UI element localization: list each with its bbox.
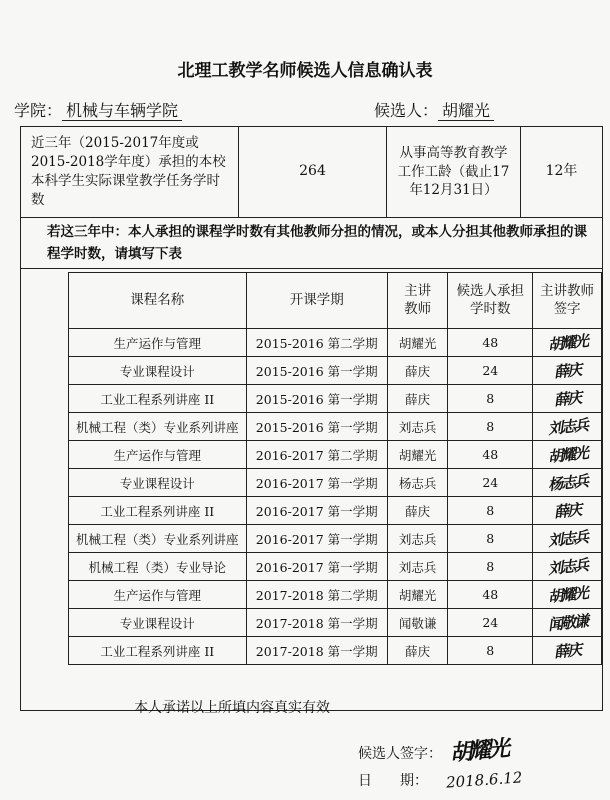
table-row [69, 553, 602, 581]
handwritten-signature: 刘志兵 [546, 416, 588, 438]
candidate-label: 候选人： [374, 101, 439, 120]
course-name-cell: 机械工程（类）专业系列讲座 [69, 413, 247, 441]
candidate-hours-cell: 8 [448, 553, 533, 581]
teaching-hours-label [21, 127, 239, 217]
teacher-signature-cell [533, 525, 602, 553]
date-value: 2018.6.12 [445, 768, 523, 792]
course-name-cell: 机械工程（类）专业导论 [69, 553, 247, 581]
header-teacher-signature-text: 主讲教师签字 [540, 282, 595, 317]
college-label: 学院： [14, 101, 63, 120]
lead-teacher-cell: 薛庆 [387, 385, 448, 413]
teacher-signature-cell [533, 497, 602, 525]
table-row [69, 413, 602, 441]
term-cell: 2015-2016 第一学期 [246, 385, 387, 413]
term-cell: 2016-2017 第一学期 [246, 469, 387, 497]
teacher-signature-cell [533, 581, 602, 609]
course-name-cell: 机械工程（类）专业系列讲座 [69, 525, 247, 553]
course-name-cell: 工业工程系列讲座 II [69, 637, 247, 665]
candidate-hours-cell: 24 [448, 357, 533, 385]
candidate-value: 胡耀光 [438, 101, 494, 121]
course-name-cell: 工业工程系列讲座 II [69, 385, 247, 413]
candidate-signature: 胡耀光 [448, 735, 509, 767]
table-row [69, 609, 602, 637]
table-row [69, 441, 602, 469]
candidate-signature-row [358, 735, 522, 767]
header-candidate-hours [448, 273, 533, 329]
course-name-cell: 生产运作与管理 [69, 581, 247, 609]
header-lead-teacher [387, 273, 448, 329]
commitment-statement: 本人承诺以上所填内容真实有效 [134, 700, 330, 716]
course-name-cell: 生产运作与管理 [69, 441, 247, 469]
handwritten-signature: 杨志兵 [546, 472, 588, 494]
candidate-hours-cell: 8 [448, 413, 533, 441]
term-cell: 2016-2017 第一学期 [246, 525, 387, 553]
table-row [69, 329, 602, 357]
table-row [69, 357, 602, 385]
lead-teacher-cell: 杨志兵 [387, 469, 448, 497]
lead-teacher-cell: 胡耀光 [387, 441, 448, 469]
lead-teacher-cell: 闻敬谦 [387, 609, 448, 637]
teacher-signature-cell [533, 553, 602, 581]
header-lead-teacher-text: 主讲教师 [404, 282, 432, 317]
candidate-hours-cell: 8 [448, 637, 533, 665]
header-course-name: 课程名称 [69, 273, 247, 329]
candidate-hours-cell: 48 [448, 329, 533, 357]
signature-block [358, 735, 523, 794]
service-years-label: 从事高等教育教学工作工龄（截止17年12月31日） [387, 127, 521, 217]
header-teacher-signature [533, 273, 602, 329]
candidate-hours-cell: 8 [448, 525, 533, 553]
info-form [20, 126, 603, 711]
table-row [69, 637, 602, 665]
teacher-signature-cell [533, 637, 602, 665]
college-field [14, 98, 182, 121]
table-row [69, 525, 602, 553]
handwritten-signature: 胡耀光 [546, 584, 588, 606]
term-cell: 2017-2018 第二学期 [246, 581, 387, 609]
teacher-signature-cell [533, 469, 602, 497]
term-cell: 2015-2016 第一学期 [246, 413, 387, 441]
term-cell: 2017-2018 第一学期 [246, 609, 387, 637]
table-header-row [69, 273, 602, 329]
term-cell: 2016-2017 第一学期 [246, 497, 387, 525]
candidate-hours-cell: 24 [448, 469, 533, 497]
teacher-signature-cell [533, 609, 602, 637]
table-row [69, 469, 602, 497]
teacher-signature-cell [533, 385, 602, 413]
course-table [68, 272, 602, 665]
table-row [69, 497, 602, 525]
handwritten-signature: 薛庆 [553, 360, 581, 382]
table-row [69, 581, 602, 609]
term-cell: 2016-2017 第二学期 [246, 441, 387, 469]
page-title: 北理工教学名师候选人信息确认表 [177, 61, 433, 81]
teacher-signature-cell [533, 357, 602, 385]
handwritten-signature: 薛庆 [553, 500, 581, 522]
candidate-hours-cell: 8 [448, 385, 533, 413]
hours-row [21, 127, 602, 218]
handwritten-signature: 刘志兵 [546, 556, 588, 578]
college-value: 机械与车辆学院 [62, 101, 182, 121]
handwritten-signature: 胡耀光 [546, 332, 588, 354]
candidate-hours-cell: 8 [448, 497, 533, 525]
table-row [69, 385, 602, 413]
date-row [358, 767, 522, 794]
course-name-cell: 专业课程设计 [69, 609, 247, 637]
lead-teacher-cell: 胡耀光 [387, 581, 448, 609]
handwritten-signature: 薛庆 [553, 640, 581, 662]
term-cell: 2017-2018 第一学期 [246, 637, 387, 665]
candidate-field [374, 98, 494, 121]
term-cell: 2016-2017 第一学期 [246, 553, 387, 581]
lead-teacher-cell: 薛庆 [387, 357, 448, 385]
lead-teacher-cell: 胡耀光 [387, 329, 448, 357]
service-years-value: 12年 [545, 163, 578, 180]
teaching-hours-label-text: 近三年（2015-2017年度或2015-2018学年度）承担的本校本科学生实际课堂教学任务学时数 [31, 135, 226, 208]
header-candidate-hours-text: 候选人承担学时数 [456, 282, 525, 317]
handwritten-signature: 胡耀光 [546, 444, 588, 466]
teacher-signature-cell [533, 329, 602, 357]
course-name-cell: 工业工程系列讲座 II [69, 497, 247, 525]
term-cell: 2015-2016 第一学期 [246, 357, 387, 385]
lead-teacher-cell: 刘志兵 [387, 413, 448, 441]
lead-teacher-cell: 薛庆 [387, 637, 448, 665]
teacher-signature-cell [533, 413, 602, 441]
course-name-cell: 专业课程设计 [69, 469, 247, 497]
lead-teacher-cell: 刘志兵 [387, 525, 448, 553]
candidate-hours-cell: 24 [448, 609, 533, 637]
teacher-signature-cell [533, 441, 602, 469]
lead-teacher-cell: 薛庆 [387, 497, 448, 525]
lead-teacher-cell: 刘志兵 [387, 553, 448, 581]
handwritten-signature: 薛庆 [553, 388, 581, 410]
teaching-hours-value: 264 [239, 127, 387, 217]
instruction-note: 若这三年中：本人承担的课程学时数有其他教师分担的情况，或本人分担其他教师承担的课程学时数，请填写下表 [21, 217, 602, 269]
handwritten-signature: 闻敬谦 [546, 612, 588, 634]
handwritten-signature: 刘志兵 [546, 528, 588, 550]
course-name-cell: 专业课程设计 [69, 357, 247, 385]
candidate-hours-cell: 48 [448, 441, 533, 469]
candidate-hours-cell: 48 [448, 581, 533, 609]
header-term: 开课学期 [246, 273, 387, 329]
candidate-signature-label: 候选人签字： [358, 746, 442, 762]
term-cell: 2015-2016 第二学期 [246, 329, 387, 357]
course-name-cell: 生产运作与管理 [69, 329, 247, 357]
date-label: 日 期： [358, 773, 428, 789]
